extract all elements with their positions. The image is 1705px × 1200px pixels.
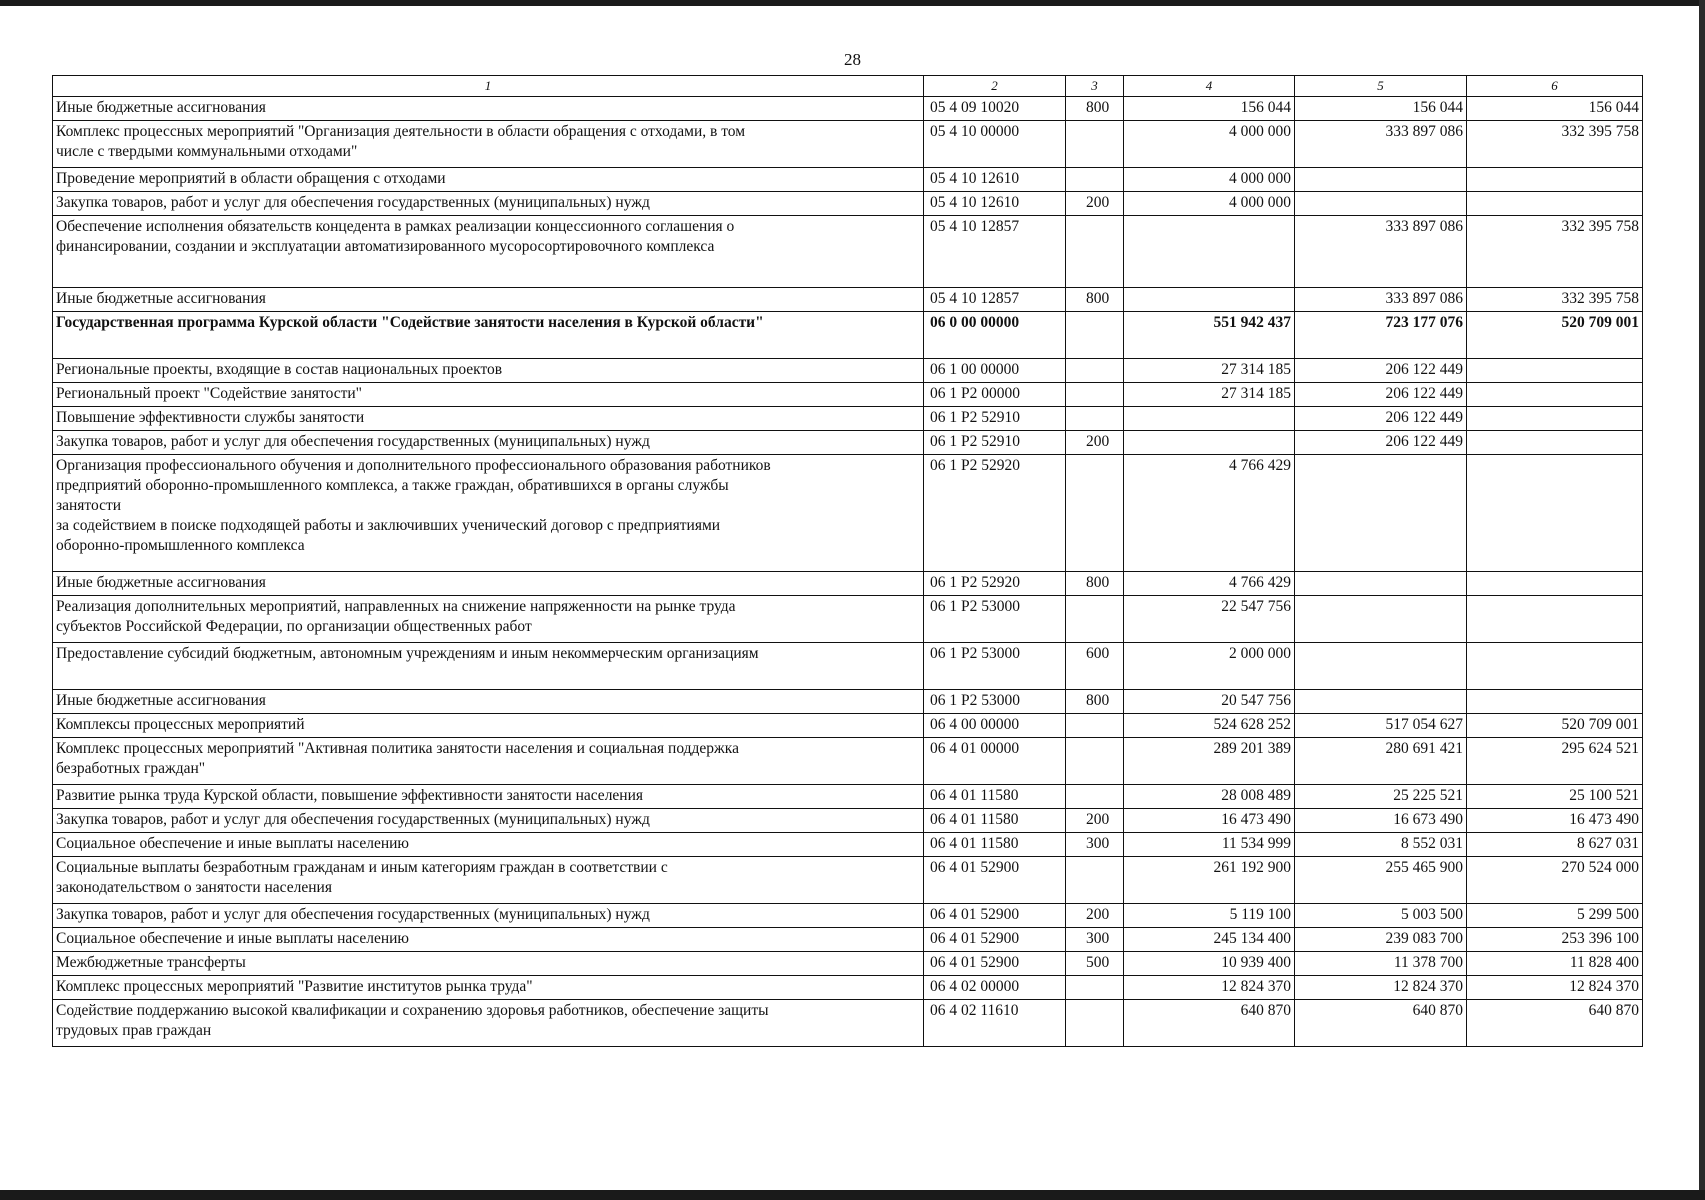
row-name: Реализация дополнительных мероприятий, направленных на снижение напряженности на рынке труда субъектов Российской Федерации, по организации общественных работ [53, 596, 924, 643]
row-expense-type: 300 [1066, 833, 1124, 857]
row-value-col4: 28 008 489 [1124, 785, 1295, 809]
row-expense-type [1066, 976, 1124, 1000]
page-number: 28 [844, 50, 861, 69]
column-header-6: 6 [1467, 76, 1643, 97]
row-value-col6 [1467, 407, 1643, 431]
row-expense-type [1066, 216, 1124, 288]
row-value-col6: 520 709 001 [1467, 312, 1643, 359]
row-value-col6: 11 828 400 [1467, 952, 1643, 976]
row-expense-type: 500 [1066, 952, 1124, 976]
row-name: Закупка товаров, работ и услуг для обеспечения государственных (муниципальных) нужд [53, 431, 924, 455]
row-name: Социальное обеспечение и иные выплаты населению [53, 928, 924, 952]
row-name: Комплекс процессных мероприятий "Развитие институтов рынка труда" [53, 976, 924, 1000]
row-expense-type [1066, 738, 1124, 785]
row-value-col5: 25 225 521 [1295, 785, 1467, 809]
row-value-col6: 520 709 001 [1467, 714, 1643, 738]
table-row [53, 407, 1643, 431]
table-row [53, 192, 1643, 216]
scan-edge-bottom [0, 1190, 1705, 1200]
row-value-col4: 20 547 756 [1124, 690, 1295, 714]
column-header-4: 4 [1124, 76, 1295, 97]
row-expense-type [1066, 407, 1124, 431]
row-name: Содействие поддержанию высокой квалификации и сохранению здоровья работников, обеспечение защиты трудовых прав граждан [53, 1000, 924, 1047]
row-value-col5 [1295, 572, 1467, 596]
row-expense-type: 800 [1066, 288, 1124, 312]
row-value-col6 [1467, 383, 1643, 407]
row-value-col4: 4 766 429 [1124, 455, 1295, 572]
row-code: 06 4 00 00000 [924, 714, 1066, 738]
row-value-col4: 245 134 400 [1124, 928, 1295, 952]
row-value-col5 [1295, 192, 1467, 216]
row-value-col5: 333 897 086 [1295, 216, 1467, 288]
table-row [53, 596, 1643, 643]
row-value-col4: 12 824 370 [1124, 976, 1295, 1000]
row-name: Повышение эффективности службы занятости [53, 407, 924, 431]
row-expense-type [1066, 168, 1124, 192]
row-value-col5: 206 122 449 [1295, 383, 1467, 407]
row-value-col6 [1467, 168, 1643, 192]
row-code: 06 1 P2 52920 [924, 572, 1066, 596]
row-value-col6: 332 395 758 [1467, 216, 1643, 288]
row-expense-type: 300 [1066, 928, 1124, 952]
row-name: Социальные выплаты безработным гражданам и иным категориям граждан в соответствии с законодательством о занятости населения [53, 857, 924, 904]
row-value-col6 [1467, 431, 1643, 455]
row-value-col5: 239 083 700 [1295, 928, 1467, 952]
row-value-col4: 289 201 389 [1124, 738, 1295, 785]
row-value-col6 [1467, 455, 1643, 572]
row-expense-type: 800 [1066, 690, 1124, 714]
row-expense-type: 800 [1066, 97, 1124, 121]
row-expense-type [1066, 312, 1124, 359]
row-code: 06 1 00 00000 [924, 359, 1066, 383]
row-name: Комплекс процессных мероприятий "Активная политика занятости населения и социальная поддержка безработных граждан" [53, 738, 924, 785]
table-body [53, 97, 1643, 1047]
row-code: 06 4 01 52900 [924, 857, 1066, 904]
row-value-col6: 295 624 521 [1467, 738, 1643, 785]
column-header-1: 1 [53, 76, 924, 97]
row-value-col5: 640 870 [1295, 1000, 1467, 1047]
row-value-col6: 156 044 [1467, 97, 1643, 121]
row-value-col4: 4 000 000 [1124, 168, 1295, 192]
row-code: 06 4 01 00000 [924, 738, 1066, 785]
row-value-col5 [1295, 455, 1467, 572]
table-row [53, 976, 1643, 1000]
table-row [53, 785, 1643, 809]
row-value-col5: 8 552 031 [1295, 833, 1467, 857]
row-value-col6: 332 395 758 [1467, 288, 1643, 312]
row-expense-type [1066, 857, 1124, 904]
row-value-col4: 10 939 400 [1124, 952, 1295, 976]
table-row [53, 97, 1643, 121]
row-value-col6 [1467, 359, 1643, 383]
row-value-col6 [1467, 643, 1643, 690]
table-row [53, 714, 1643, 738]
row-value-col4 [1124, 288, 1295, 312]
table-row [53, 288, 1643, 312]
row-value-col5: 11 378 700 [1295, 952, 1467, 976]
row-value-col4: 2 000 000 [1124, 643, 1295, 690]
table-row [53, 216, 1643, 288]
row-value-col4: 156 044 [1124, 97, 1295, 121]
row-expense-type [1066, 714, 1124, 738]
row-expense-type [1066, 359, 1124, 383]
row-expense-type [1066, 1000, 1124, 1047]
row-value-col4: 4 766 429 [1124, 572, 1295, 596]
row-code: 06 1 P2 53000 [924, 643, 1066, 690]
table-row [53, 928, 1643, 952]
row-value-col4: 22 547 756 [1124, 596, 1295, 643]
column-header-3: 3 [1066, 76, 1124, 97]
row-code: 06 1 P2 00000 [924, 383, 1066, 407]
row-name: Развитие рынка труда Курской области, повышение эффективности занятости населения [53, 785, 924, 809]
row-value-col5 [1295, 690, 1467, 714]
row-value-col6 [1467, 192, 1643, 216]
row-value-col5: 333 897 086 [1295, 288, 1467, 312]
row-value-col6: 16 473 490 [1467, 809, 1643, 833]
row-value-col4: 524 628 252 [1124, 714, 1295, 738]
table-row [53, 383, 1643, 407]
row-value-col4: 27 314 185 [1124, 359, 1295, 383]
row-value-col6: 5 299 500 [1467, 904, 1643, 928]
row-code: 06 4 02 00000 [924, 976, 1066, 1000]
table-row [53, 809, 1643, 833]
row-value-col4: 4 000 000 [1124, 192, 1295, 216]
row-code: 06 4 01 11580 [924, 833, 1066, 857]
row-value-col5: 206 122 449 [1295, 407, 1467, 431]
row-value-col4 [1124, 431, 1295, 455]
row-expense-type: 200 [1066, 809, 1124, 833]
row-value-col6: 25 100 521 [1467, 785, 1643, 809]
row-code: 06 1 P2 53000 [924, 690, 1066, 714]
row-name: Социальное обеспечение и иные выплаты населению [53, 833, 924, 857]
row-value-col5 [1295, 643, 1467, 690]
row-expense-type: 200 [1066, 431, 1124, 455]
row-code: 06 1 P2 52910 [924, 431, 1066, 455]
row-code: 06 1 P2 52920 [924, 455, 1066, 572]
row-code: 06 0 00 00000 [924, 312, 1066, 359]
row-value-col5: 517 054 627 [1295, 714, 1467, 738]
row-code: 05 4 10 12857 [924, 216, 1066, 288]
column-header-2: 2 [924, 76, 1066, 97]
row-value-col4: 640 870 [1124, 1000, 1295, 1047]
row-expense-type: 200 [1066, 904, 1124, 928]
row-value-col4: 16 473 490 [1124, 809, 1295, 833]
row-name: Иные бюджетные ассигнования [53, 690, 924, 714]
row-name: Иные бюджетные ассигнования [53, 288, 924, 312]
row-value-col6: 12 824 370 [1467, 976, 1643, 1000]
row-code: 06 4 02 11610 [924, 1000, 1066, 1047]
row-value-col4: 4 000 000 [1124, 121, 1295, 168]
table-row [53, 952, 1643, 976]
row-value-col5 [1295, 168, 1467, 192]
row-value-col5: 5 003 500 [1295, 904, 1467, 928]
row-code: 06 4 01 52900 [924, 904, 1066, 928]
row-value-col6: 332 395 758 [1467, 121, 1643, 168]
row-expense-type: 600 [1066, 643, 1124, 690]
row-expense-type [1066, 455, 1124, 572]
scan-edge-top [0, 0, 1705, 6]
row-value-col5: 333 897 086 [1295, 121, 1467, 168]
row-value-col4: 5 119 100 [1124, 904, 1295, 928]
row-expense-type: 200 [1066, 192, 1124, 216]
row-code: 06 4 01 52900 [924, 928, 1066, 952]
table-row [53, 857, 1643, 904]
row-name: Предоставление субсидий бюджетным, автономным учреждениям и иным некоммерческим организациям [53, 643, 924, 690]
row-name: Организация профессионального обучения и дополнительного профессионального образования работников предприятий оборонно-промышленного комплекса, а также граждан, обратившихся в органы службы занятости за содействием в поиске подходящей работы и заключивших ученический договор с предприятиями оборонно-промышленного комплекса [53, 455, 924, 572]
table-row [53, 572, 1643, 596]
table-row [53, 121, 1643, 168]
row-name: Межбюджетные трансферты [53, 952, 924, 976]
row-name: Комплексы процессных мероприятий [53, 714, 924, 738]
row-value-col6: 270 524 000 [1467, 857, 1643, 904]
row-value-col5: 16 673 490 [1295, 809, 1467, 833]
row-code: 06 1 P2 53000 [924, 596, 1066, 643]
row-name: Закупка товаров, работ и услуг для обеспечения государственных (муниципальных) нужд [53, 809, 924, 833]
row-code: 06 4 01 11580 [924, 809, 1066, 833]
row-value-col4: 11 534 999 [1124, 833, 1295, 857]
row-value-col5: 156 044 [1295, 97, 1467, 121]
table-row [53, 359, 1643, 383]
row-code: 05 4 10 12610 [924, 192, 1066, 216]
row-value-col5: 206 122 449 [1295, 431, 1467, 455]
table-row [53, 431, 1643, 455]
row-value-col5: 206 122 449 [1295, 359, 1467, 383]
table-row [53, 904, 1643, 928]
table-row [53, 690, 1643, 714]
row-code: 06 1 P2 52910 [924, 407, 1066, 431]
row-code: 05 4 10 12610 [924, 168, 1066, 192]
row-value-col6: 8 627 031 [1467, 833, 1643, 857]
row-value-col4 [1124, 216, 1295, 288]
column-header-5: 5 [1295, 76, 1467, 97]
table-row [53, 643, 1643, 690]
row-value-col4: 551 942 437 [1124, 312, 1295, 359]
row-value-col4: 27 314 185 [1124, 383, 1295, 407]
row-value-col5: 723 177 076 [1295, 312, 1467, 359]
row-name: Региональные проекты, входящие в состав национальных проектов [53, 359, 924, 383]
row-value-col6: 640 870 [1467, 1000, 1643, 1047]
table-row [53, 1000, 1643, 1047]
table-row [53, 738, 1643, 785]
table-row [53, 168, 1643, 192]
row-expense-type [1066, 596, 1124, 643]
row-expense-type: 800 [1066, 572, 1124, 596]
row-value-col5: 12 824 370 [1295, 976, 1467, 1000]
row-value-col6 [1467, 596, 1643, 643]
row-name: Государственная программа Курской области "Содействие занятости населения в Курской области" [53, 312, 924, 359]
table-row [53, 312, 1643, 359]
table-row [53, 455, 1643, 572]
row-name: Иные бюджетные ассигнования [53, 97, 924, 121]
row-expense-type [1066, 785, 1124, 809]
row-value-col5 [1295, 596, 1467, 643]
row-code: 05 4 10 12857 [924, 288, 1066, 312]
row-code: 05 4 10 00000 [924, 121, 1066, 168]
row-expense-type [1066, 383, 1124, 407]
row-value-col5: 255 465 900 [1295, 857, 1467, 904]
scan-edge-right [1699, 0, 1705, 1200]
row-name: Закупка товаров, работ и услуг для обеспечения государственных (муниципальных) нужд [53, 904, 924, 928]
row-value-col4 [1124, 407, 1295, 431]
row-value-col4: 261 192 900 [1124, 857, 1295, 904]
row-code: 06 4 01 11580 [924, 785, 1066, 809]
row-value-col6 [1467, 572, 1643, 596]
row-name: Закупка товаров, работ и услуг для обеспечения государственных (муниципальных) нужд [53, 192, 924, 216]
row-value-col6 [1467, 690, 1643, 714]
row-value-col5: 280 691 421 [1295, 738, 1467, 785]
row-name: Региональный проект "Содействие занятости" [53, 383, 924, 407]
row-expense-type [1066, 121, 1124, 168]
row-value-col6: 253 396 100 [1467, 928, 1643, 952]
table-row [53, 833, 1643, 857]
row-name: Проведение мероприятий в области обращения с отходами [53, 168, 924, 192]
row-name: Иные бюджетные ассигнования [53, 572, 924, 596]
row-name: Обеспечение исполнения обязательств концедента в рамках реализации концессионного соглашения о финансировании, создании и эксплуатации автоматизированного мусоросортировочного комплекса [53, 216, 924, 288]
row-code: 06 4 01 52900 [924, 952, 1066, 976]
row-name: Комплекс процессных мероприятий "Организация деятельности в области обращения с отходами, в том числе с твердыми коммунальными отходами" [53, 121, 924, 168]
row-code: 05 4 09 10020 [924, 97, 1066, 121]
table-header-row [53, 76, 1643, 97]
budget-table [52, 75, 1643, 1047]
